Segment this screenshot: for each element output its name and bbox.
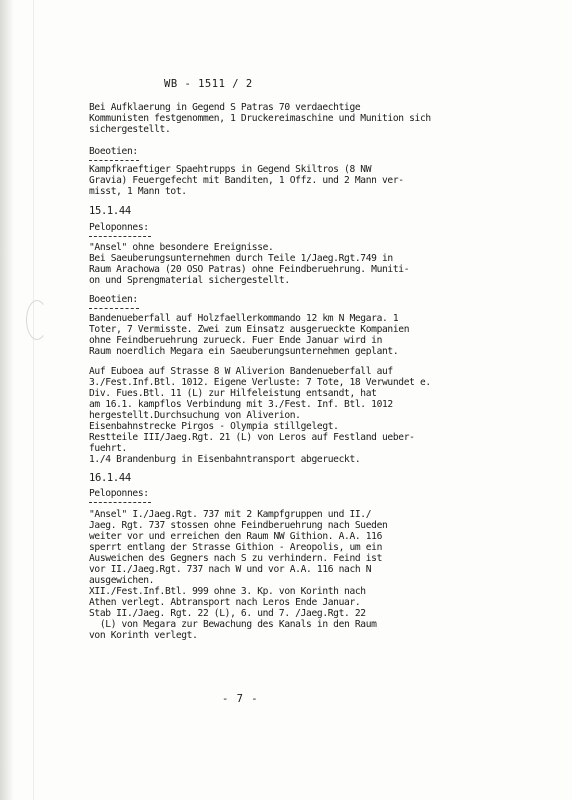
punch-hole-mark — [26, 300, 48, 340]
text-line: Raum noerdlich Megara ein Saeuberungsunternehmen geplant. — [89, 346, 399, 357]
text-line: Ausweichen des Gegners nach S zu verhindern. Feind ist — [89, 553, 383, 564]
scan-edge-shadow — [0, 0, 14, 800]
text-line: hergestellt.Durchsuchung von Aliverion. — [89, 410, 301, 421]
date-heading: 15.1.44 — [89, 205, 131, 217]
text-line: vor II./Jaeg.Rgt. 737 nach W und vor A.A. 116 nach N — [89, 564, 372, 575]
section-heading: Peloponnes: — [89, 222, 149, 233]
text-line: on und Sprengmaterial sichergestellt. — [89, 275, 290, 286]
heading-underline — [89, 236, 151, 237]
text-line: Kommunisten festgenommen, 1 Druckereimaschine und Munition sich — [89, 113, 431, 124]
text-line: 1./4 Brandenburg in Eisenbahntransport abgerueckt. — [89, 454, 361, 465]
text-line: Toter, 7 Vermisste. Zwei zum Einsatz ausgerueckte Kompanien — [89, 324, 410, 335]
text-line: am 16.1. kampflos Verbindung mit 3./Fest. Inf. Btl. 1012 — [89, 399, 393, 410]
text-line: Bandenueberfall auf Holzfaellerkommando 12 km N Megara. 1 — [89, 313, 399, 324]
text-line: (L) von Megara zur Bewachung des Kanals in den Raum — [89, 619, 377, 630]
date-heading: 16.1.44 — [89, 472, 131, 484]
heading-underline — [89, 502, 151, 503]
text-line: ohne Feindberuehrung zurueck. Fuer Ende Januar wird in — [89, 335, 383, 346]
text-line: Restteile III/Jaeg.Rgt. 21 (L) von Leros auf Festland ueber- — [89, 432, 415, 443]
text-line: Gravia) Feuergefecht mit Banditen, 1 Offz. und 2 Mann ver- — [89, 175, 404, 186]
text-line: Eisenbahnstrecke Pirgos - Olympia stillgelegt. — [89, 421, 339, 432]
text-line: Raum Arachowa (20 OSO Patras) ohne Feindberuehrung. Muniti- — [89, 264, 410, 275]
heading-underline — [89, 308, 139, 309]
text-line: fuehrt. — [89, 443, 127, 454]
text-line: Auf Euboea auf Strasse 8 W Aliverion Bandenueberfall auf — [89, 366, 393, 377]
text-line: XII./Fest.Inf.Btl. 999 ohne 3. Kp. von Korinth nach — [89, 586, 366, 597]
text-line: von Korinth verlegt. — [89, 630, 198, 641]
text-line: sperrt entlang der Strasse Githion - Areopolis, um ein — [89, 542, 383, 553]
text-line: weiter vor und erreichen den Raum NW Githion. A.A. 116 — [89, 531, 383, 542]
section-heading: Boeotien: — [89, 146, 138, 157]
text-line: Jaeg. Rgt. 737 stossen ohne Feindberuehrung nach Sueden — [89, 520, 388, 531]
page-number: - 7 - — [222, 693, 259, 705]
text-line: Athen verlegt. Abtransport nach Leros Ende Januar. — [89, 597, 361, 608]
text-line: ausgewichen. — [89, 575, 155, 586]
text-line: "Ansel" ohne besondere Ereignisse. — [89, 242, 274, 253]
heading-underline — [89, 160, 139, 161]
text-line: "Ansel" I./Jaeg.Rgt. 737 mit 2 Kampfgruppen und II./ — [89, 509, 372, 520]
text-line: Bei Saeuberungsunternehmen durch Teile 1/Jaeg.Rgt.749 in — [89, 253, 393, 264]
section-heading: Boeotien: — [89, 294, 138, 305]
text-line: Div. Fues.Btl. 11 (L) zur Hilfeleistung entsandt, hat — [89, 388, 377, 399]
scan-fold-line — [33, 0, 34, 800]
document-header: WB - 1511 / 2 — [164, 78, 253, 90]
text-line: misst, 1 Mann tot. — [89, 186, 187, 197]
text-line: Bei Aufklaerung in Gegend S Patras 70 verdaechtige — [89, 102, 361, 113]
text-line: Kampfkraeftiger Spaehtrupps in Gegend Skiltros (8 NW — [89, 164, 372, 175]
section-heading: Peloponnes: — [89, 488, 149, 499]
text-line: sichergestellt. — [89, 124, 171, 135]
text-line: 3./Fest.Inf.Btl. 1012. Eigene Verluste: 7 Tote, 18 Verwundet e. — [89, 377, 431, 388]
text-line: Stab II./Jaeg. Rgt. 22 (L), 6. und 7. /Jaeg.Rgt. 22 — [89, 608, 366, 619]
